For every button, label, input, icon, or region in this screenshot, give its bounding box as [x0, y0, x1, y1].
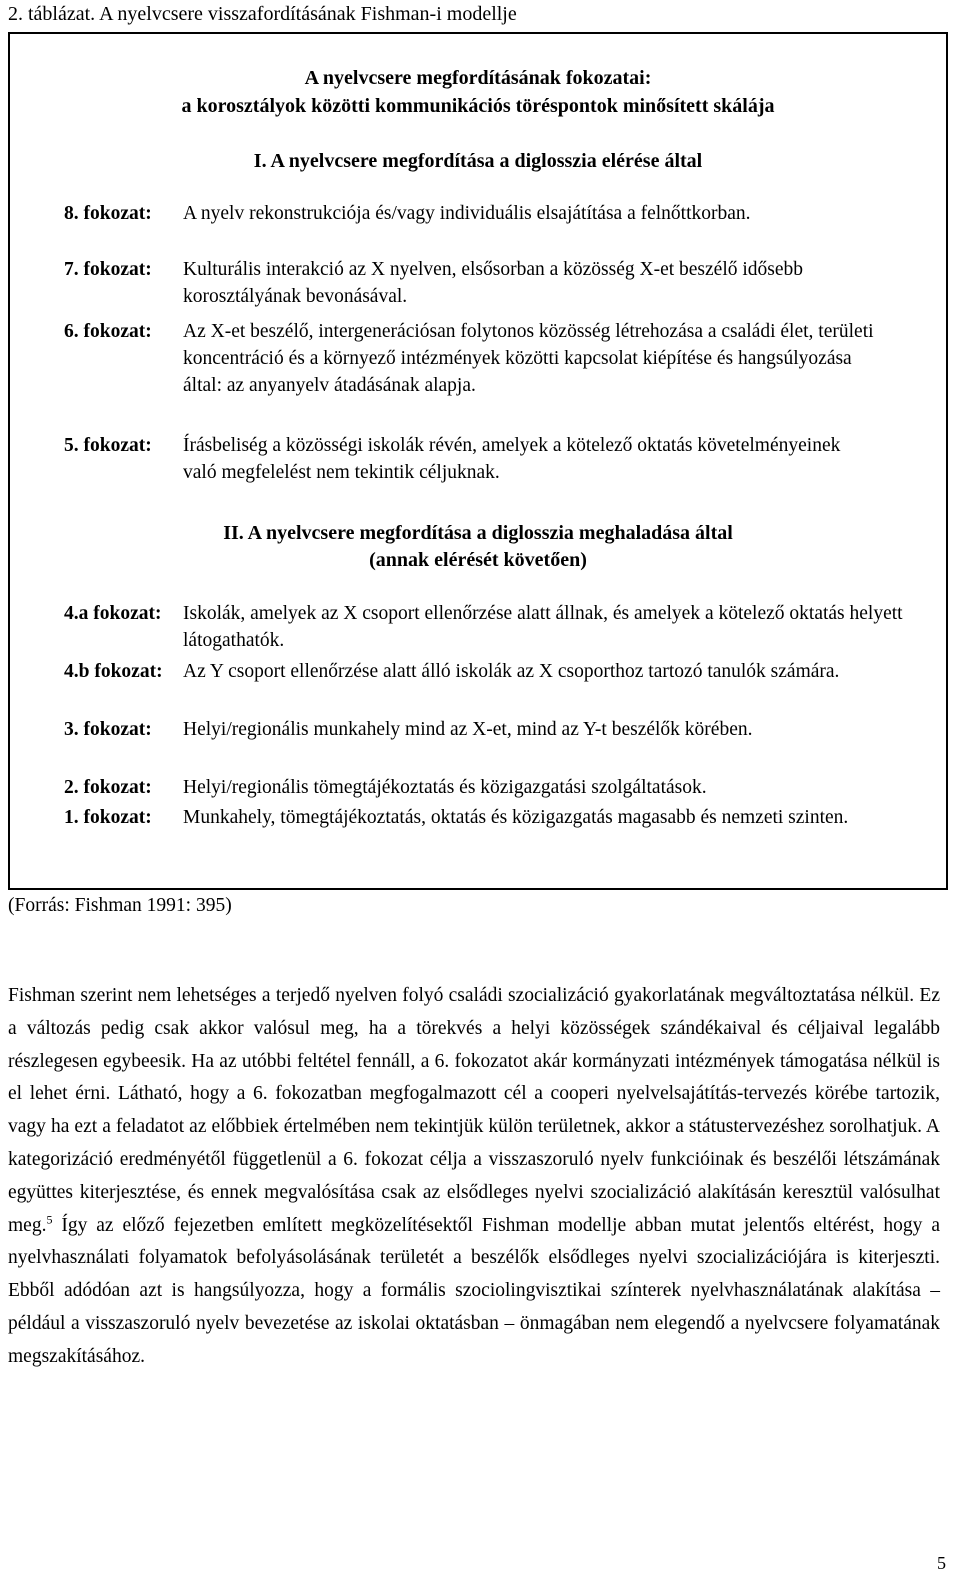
stage-label: 4.b fokozat: — [64, 661, 163, 682]
stage-text: Az Y csoport ellenőrzése alatt álló iskolák az X csoporthoz tartozó tanulók számára. — [183, 661, 840, 682]
page-number: 5 — [937, 1553, 946, 1573]
stage-label: 3. fokozat: — [64, 719, 152, 740]
stage-label: 7. fokozat: — [64, 259, 152, 280]
stage-text: Kulturális interakció az X nyelven, elsősorban a közösség X-et beszélő idősebb korosztályának bevonásával. — [183, 259, 804, 307]
section-1-title: I. A nyelvcsere megfordítása a diglosszia elérése által — [253, 150, 703, 172]
box-title-line-2: a korosztályok közötti kommunikációs töréspontok minősített skálája — [181, 95, 775, 117]
section-2-title-line-2: (annak elérését követően) — [369, 549, 587, 571]
stage-label: 8. fokozat: — [64, 203, 152, 224]
paragraph-part-1: Fishman szerint nem lehetséges a terjedő nyelven folyó családi szocializáció gyakorlatának megváltoztatása nélkül. Ez a változás pedig csak akkor valósul meg, ha a törekvés a helyi közösségek szándékaival és céljaival legalább részlegesen egybeesik. Ha az utóbbi feltétel fennáll, a 6. fokozatot akár kormányzati intézmények támogatása nélkül is el lehet érni. Látható, hogy a 6. fokozatban megfogalmazott cél a cooperi nyelvelsajátítás-tervezés körébe tartozik, vagy ha ezt a feladatot az előbbiek értelmében nem tekintjük külön területnek, akkor a státustervezéshez sorolhatjuk. A kategorizáció eredményétől függetlenül a 6. fokozat célja a visszaszoruló nyelv funkcióinak és beszélői létszámának együttes kiterjesztése, és ennek megvalósítása csak az elsődleges nyelvi szocializáció alakításán keresztül valósulhat meg. — [8, 985, 940, 1236]
source-citation: (Forrás: Fishman 1991: 395) — [8, 895, 232, 916]
box-title-line-1: A nyelvcsere megfordításának fokozatai: — [304, 67, 652, 89]
stage-text: Írásbeliség a közösségi iskolák révén, amelyek a kötelező oktatás követelményeinek való megfelelést nem tekintik céljuknak. — [183, 435, 841, 483]
stage-text: Munkahely, tömegtájékoztatás, oktatás és közigazgatás magasabb és nemzeti szinten. — [183, 807, 849, 828]
stage-text: Az X-et beszélő, intergenerációsan folytonos közösség létrehozása a családi élet, területi koncentráció és a környező intézmények közötti kapcsolat kiépítése és hangsúlyozása által: az anyanyelv átadásának alapja. — [183, 321, 874, 396]
stage-label: 1. fokozat: — [64, 807, 152, 828]
box-title — [10, 64, 946, 120]
model-box — [8, 32, 948, 890]
paragraph-part-2: Így az előző fejezetben említett megközelítésektől Fishman modellje abban mutat jelentős eltérést, hogy a nyelvhasználati folyamatok befolyásolásának területét a beszélők elsődleges nyelvi szocializációjára is kiterjeszti. Ebből adódóan azt is hangsúlyozza, hogy a formális szociolingvisztikai színterek nyelvhasználatának alakítása – például a visszaszoruló nyelv bevezetése az iskolai oktatásban – önmagában nem elegendő a nyelvcsere folyamatának megszakításához. — [8, 1214, 940, 1367]
stage-label: 4.a fokozat: — [64, 603, 162, 624]
section-2-title-line-1: II. A nyelvcsere megfordítása a diglosszia meghaladása által — [223, 522, 733, 544]
stage-text: Helyi/regionális tömegtájékoztatás és közigazgatási szolgáltatások. — [183, 777, 707, 798]
stage-label: 2. fokozat: — [64, 777, 152, 798]
body-paragraph — [8, 980, 940, 1374]
stage-text: Iskolák, amelyek az X csoport ellenőrzése alatt állnak, és amelyek a kötelező oktatás helyett látogathatók. — [183, 603, 903, 651]
stage-text: A nyelv rekonstrukciója és/vagy individuális elsajátítása a felnőttkorban. — [183, 203, 751, 224]
table-caption: 2. táblázat. A nyelvcsere visszafordításának Fishman-i modellje — [8, 3, 517, 25]
section-2-title — [10, 520, 946, 574]
footnote-reference[interactable]: 5 — [46, 1212, 53, 1227]
stage-text: Helyi/regionális munkahely mind az X-et, mind az Y-t beszélők körében. — [183, 719, 753, 740]
stage-label: 6. fokozat: — [64, 321, 152, 342]
stage-label: 5. fokozat: — [64, 435, 152, 456]
